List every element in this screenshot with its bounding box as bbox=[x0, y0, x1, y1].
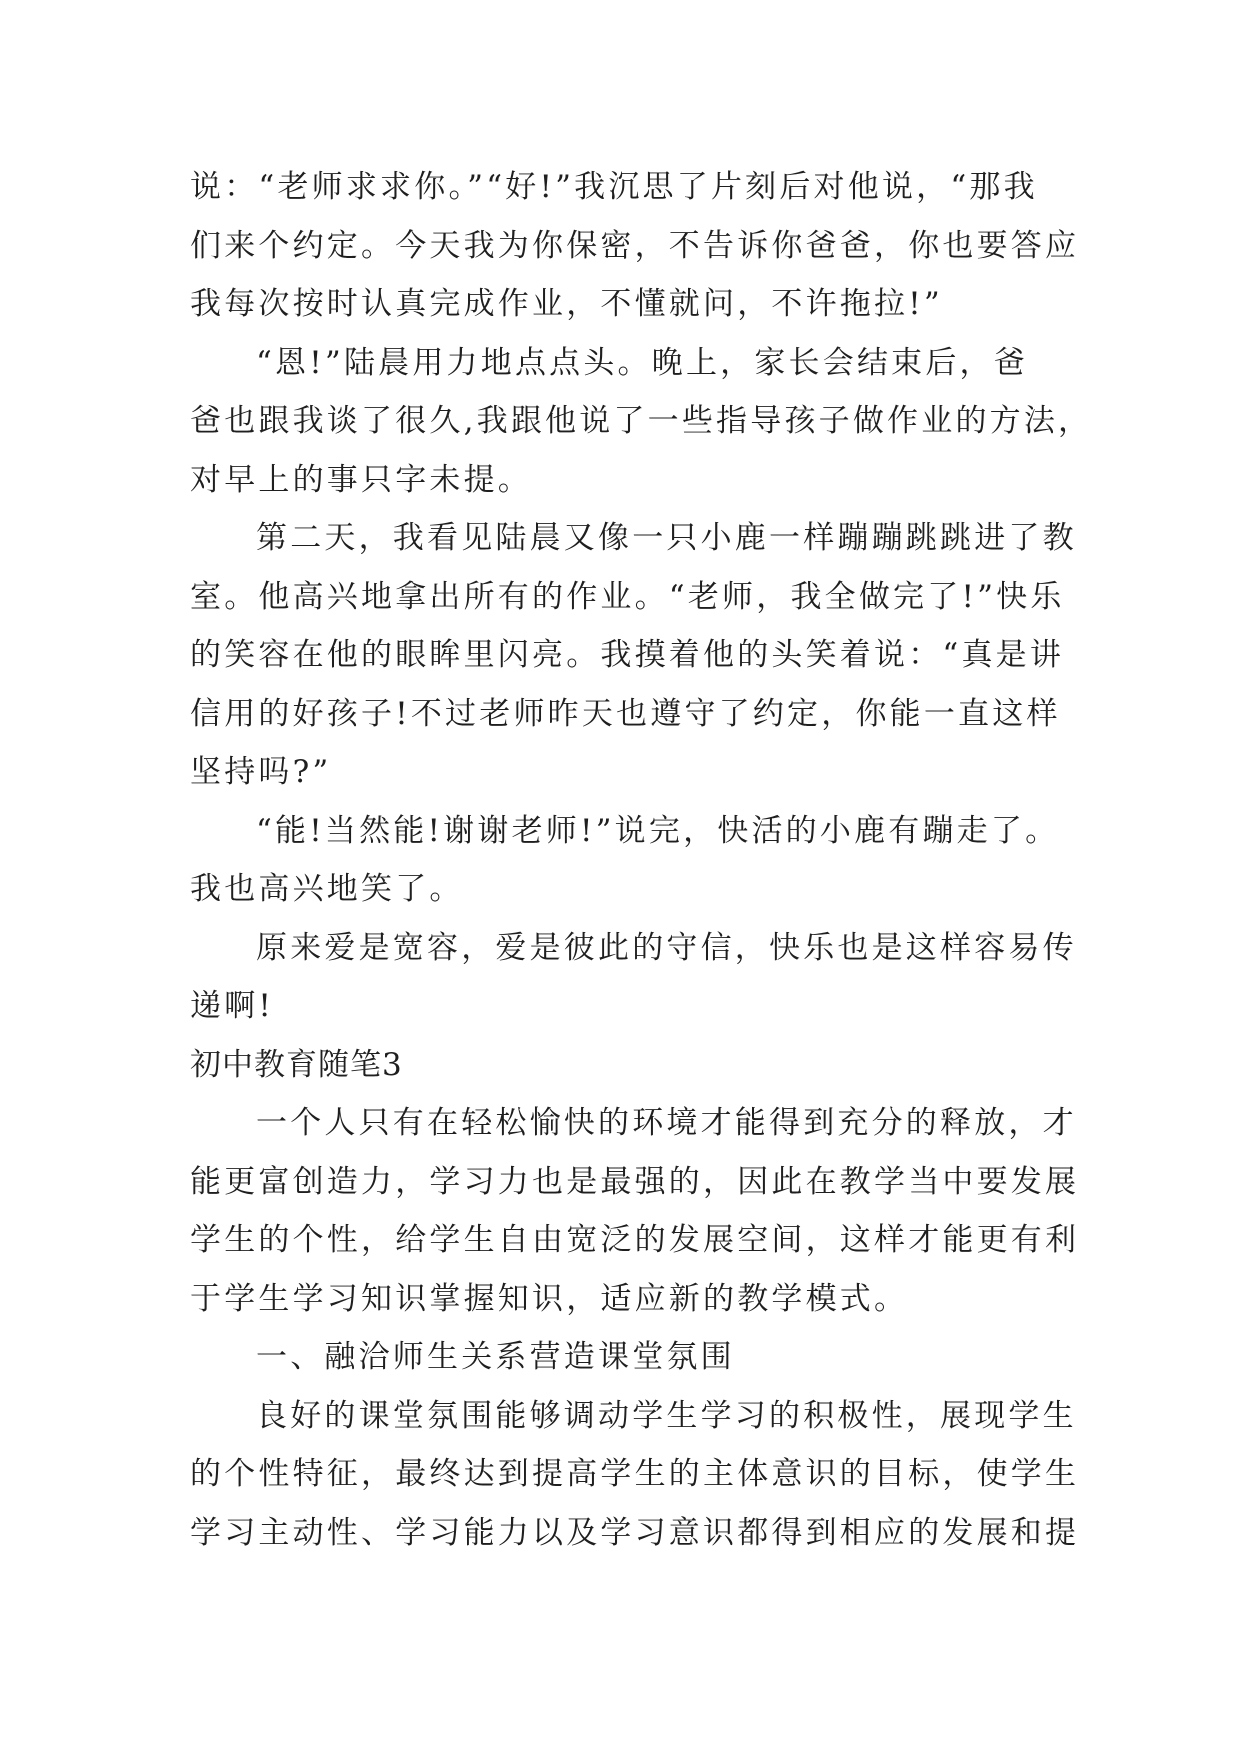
paragraph-start-line: 原来爱是宽容，爱是彼此的守信，快乐也是这样容易传 bbox=[256, 929, 1077, 966]
text-line: 坚持吗?” bbox=[190, 754, 332, 790]
text-line: 的笑容在他的眼眸里闪亮。我摸着他的头笑着说：“真是讲 bbox=[190, 637, 1065, 673]
paragraph-start-line: 良好的课堂氛围能够调动学生学习的积极性，展现学生 bbox=[256, 1397, 1077, 1434]
subsection-heading: 一、融洽师生关系营造课堂氛围 bbox=[256, 1339, 735, 1375]
text-line: 学习主动性、学习能力以及学习意识都得到相应的发展和提 bbox=[190, 1514, 1080, 1551]
text-line: 学生的个性，给学生自由宽泛的发展空间，这样才能更有利 bbox=[190, 1222, 1080, 1258]
text-line: 我也高兴地笑了。 bbox=[190, 871, 464, 907]
text-line: 的个性特征，最终达到提高学生的主体意识的目标，使学生 bbox=[190, 1456, 1080, 1492]
section-heading: 初中教育随笔3 bbox=[190, 1046, 403, 1083]
text-line: 我每次按时认真完成作业，不懂就问，不许拖拉!” bbox=[190, 286, 943, 322]
text-line: 对早上的事只字未提。 bbox=[190, 461, 532, 498]
paragraph-start-line: “能!当然能!谢谢老师!”说完，快活的小鹿有蹦走了。 bbox=[256, 812, 1060, 849]
paragraph-start-line: “恩!”陆晨用力地点点头。晚上，家长会结束后，爸 bbox=[256, 344, 1028, 381]
text-line: 们来个约定。今天我为你保密，不告诉你爸爸，你也要答应 bbox=[190, 227, 1080, 264]
body-text bbox=[190, 158, 1093, 1562]
text-line: 于学生学习知识掌握知识，适应新的教学模式。 bbox=[190, 1280, 909, 1317]
text-line: 能更富创造力，学习力也是最强的，因此在教学当中要发展 bbox=[190, 1163, 1080, 1200]
text-line: 递啊! bbox=[190, 988, 275, 1024]
paragraph-start-line: 第二天，我看见陆晨又像一只小鹿一样蹦蹦跳跳进了教 bbox=[256, 520, 1077, 556]
text-line: 说：“老师求求你。”“好!”我沉思了片刻后对他说，“那我 bbox=[190, 169, 1038, 205]
text-line: 爸也跟我谈了很久,我跟他说了一些指导孩子做作业的方法， bbox=[190, 403, 1093, 439]
text-line: 室。他高兴地拿出所有的作业。“老师，我全做完了!”快乐 bbox=[190, 578, 1065, 615]
paragraph-start-line: 一个人只有在轻松愉快的环境才能得到充分的释放，才 bbox=[256, 1105, 1077, 1141]
text-line: 信用的好孩子!不过老师昨天也遵守了约定，你能一直这样 bbox=[190, 695, 1061, 732]
